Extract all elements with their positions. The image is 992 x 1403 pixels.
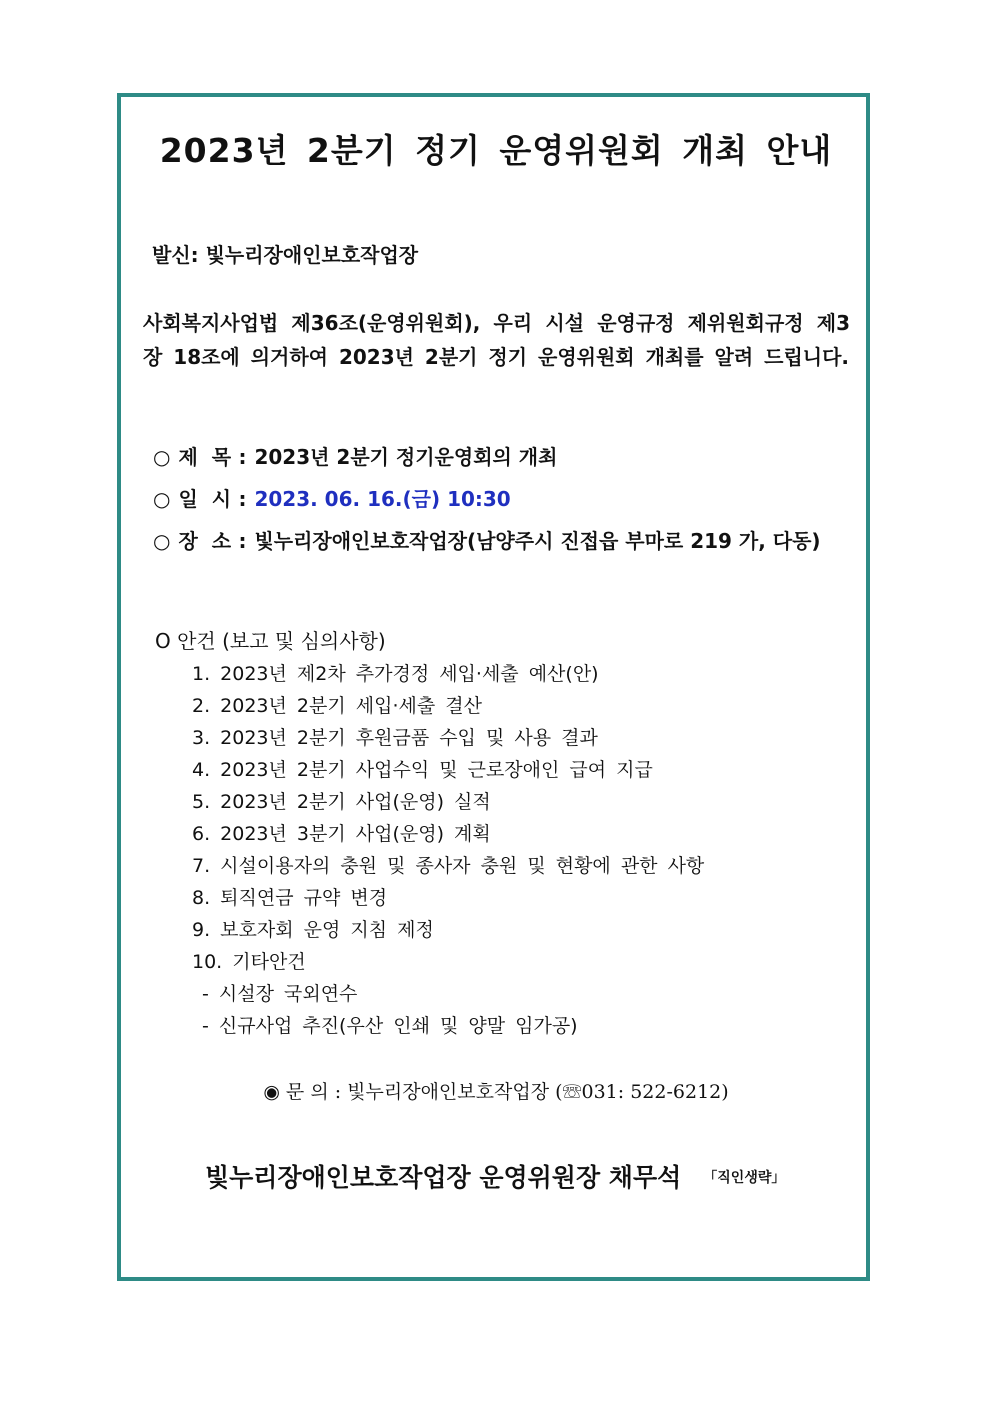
agenda-heading: O 안건 (보고 및 심의사항) (155, 629, 386, 653)
date-label: 일 시 (178, 487, 232, 511)
agenda-item: 7. 시설이용자의 충원 및 종사자 충원 및 현황에 관한 사항 (192, 855, 705, 877)
document-title: 2023년 2분기 정기 운영위원회 개최 안내 (159, 131, 833, 170)
subject-value: 2023년 2분기 정기운영회의 개최 (254, 445, 558, 469)
circle-bullet-icon: ○ (153, 487, 171, 511)
date-colon: : (238, 487, 247, 511)
place-label: 장 소 (178, 529, 232, 553)
agenda-item: 4. 2023년 2분기 사업수익 및 근로장애인 급여 지급 (192, 759, 653, 781)
contact-line (0, 1076, 992, 1108)
agenda-sub-item: - 시설장 국외연수 (202, 983, 358, 1005)
agenda-item: 10. 기타안건 (192, 951, 306, 973)
intro-paragraph: 사회복지사업법 제36조(운영위원회), 우리 시설 운영규정 제위원회규정 제3장 18조에 의거하여 2023년 2분기 정기 운영위원회 개최를 알려 드립니다. (143, 311, 850, 369)
place-value: 빛누리장애인보호작업장(남양주시 진접읍 부마로 219 가, 다동) (254, 529, 821, 553)
signature-block (205, 1158, 785, 1198)
date-value: 2023. 06. 16.(금) 10:30 (254, 487, 511, 511)
subject-label: 제 목 (178, 445, 232, 469)
contact-text: 문 의 : 빛누리장애인보호작업장 (☏031: 522-6212) (285, 1081, 729, 1103)
agenda-item: 2. 2023년 2분기 세입·세출 결산 (192, 695, 482, 717)
agenda-item: 6. 2023년 3분기 사업(운영) 계획 (192, 823, 491, 845)
info-date (153, 484, 511, 514)
agenda-list (192, 658, 704, 978)
agenda-item: 1. 2023년 제2차 추가경정 세입·세출 예산(안) (192, 663, 599, 685)
seal-omitted-note: 「직인생략」 (703, 1170, 786, 1186)
info-subject (153, 442, 557, 472)
fisheye-bullet-icon: ◉ (263, 1081, 280, 1103)
agenda-sub-item: - 신규사업 추진(우산 인쇄 및 양말 임가공) (202, 1015, 578, 1037)
agenda-sub-list (202, 978, 578, 1042)
agenda-item: 8. 퇴직연금 규약 변경 (192, 887, 388, 909)
circle-bullet-icon: ○ (153, 445, 171, 469)
subject-colon: : (238, 445, 247, 469)
agenda-item: 9. 보호자회 운영 지침 제정 (192, 919, 434, 941)
sender-line: 발신: 빛누리장애인보호작업장 (152, 243, 419, 267)
agenda-item: 3. 2023년 2분기 후원금품 수입 및 사용 결과 (192, 727, 598, 749)
circle-bullet-icon: ○ (153, 529, 171, 553)
info-place (153, 526, 821, 556)
agenda-item: 5. 2023년 2분기 사업(운영) 실적 (192, 791, 491, 813)
place-colon: : (238, 529, 247, 553)
signature-org: 빛누리장애인보호작업장 운영위원장 채무석 (205, 1163, 682, 1192)
